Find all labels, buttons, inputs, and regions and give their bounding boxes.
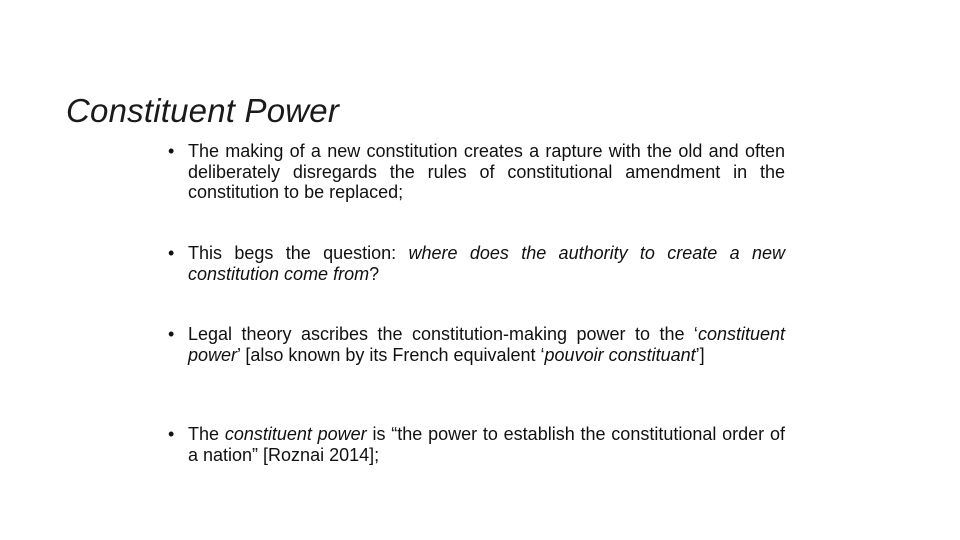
bullet-item-question: [168, 243, 785, 284]
bullet-text: [188, 243, 785, 284]
bullet-segment: ’]: [695, 344, 705, 365]
bullet-item-rapture: [168, 141, 785, 203]
bullet-segment: The: [188, 424, 225, 444]
bullet-segment-italic: where does the authority to create a new constitution come from: [188, 243, 786, 284]
bullet-segment: ?: [369, 263, 380, 284]
slide-title: Constituent Power: [66, 92, 340, 129]
bullet-segment-italic: constituent power: [224, 424, 367, 444]
bullet-dot-icon: •: [168, 424, 175, 444]
bullet-segment-italic: pouvoir constituant: [544, 344, 696, 365]
bullet-segment: Legal theory ascribes the constitution-making power to the ‘: [188, 324, 698, 344]
bullet-item-legal-theory: [168, 324, 785, 365]
bullet-text: [188, 141, 785, 203]
bullet-segment-italic: constituent power: [188, 324, 785, 365]
bullet-item-definition: [168, 424, 785, 465]
bullet-dot-icon: •: [168, 243, 175, 263]
bullet-segment: The making of a new constitution creates a rapture with the old and often deliberately disregards the rules of constitutional amendment in the constitution to be replaced;: [188, 141, 785, 202]
bullet-dot-icon: •: [168, 324, 175, 344]
bullet-dot-icon: •: [168, 141, 175, 161]
bullet-segment: is “the power to establish the constitutional order of a nation” [Roznai 2014];: [188, 424, 785, 465]
bullet-text: [188, 424, 785, 465]
bullet-segment: ’ [also known by its French equivalent ‘: [237, 344, 545, 365]
bullet-text: [188, 324, 785, 365]
bullet-segment: This begs the question:: [188, 243, 409, 263]
